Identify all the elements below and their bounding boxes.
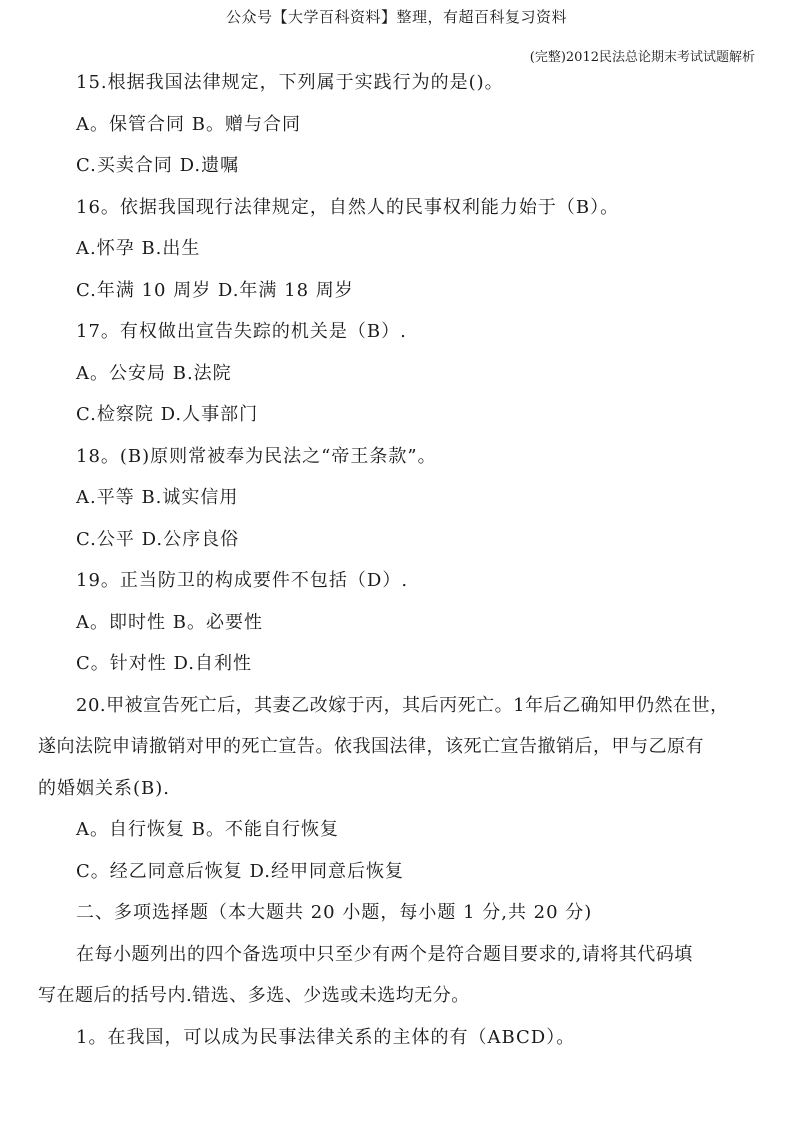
question-20-options-ab: A。自行恢复 B。不能自行恢复 [76,819,339,840]
question-15-options-ab: A。保管合同 B。赠与合同 [76,113,301,135]
section-2-heading: 二、多项选择题（本大题共 20 小题，每小题 1 分,共 20 分) [76,902,593,923]
question-20-line-2: 遂向法院申请撤销对甲的死亡宣告。依我国法律，该死亡宣告撤销后，甲与乙原有 [38,736,704,757]
question-15: 15.根据我国法律规定，下列属于实践行为的是()。 [76,72,504,93]
header-document-title: (完整)2012民法总论期末考试试题解析 [529,50,755,65]
section-2-instructions-line-1: 在每小题列出的四个备选项中只至少有两个是符合题目要求的,请将其代码填 [76,943,693,965]
question-16-options-ab: A.怀孕 B.出生 [76,238,201,259]
question-20-line-3: 的婚姻关系(B). [38,777,170,799]
document-body [38,62,758,1058]
question-17: 17。有权做出宣告失踪的机关是（B）. [76,321,407,342]
question-18-options-cd: C.公平 D.公序良俗 [76,528,240,550]
question-17-options-ab: A。公安局 B.法院 [76,362,232,384]
header-source-text: 公众号【大学百科资料】整理，有超百科复习资料 [225,8,567,26]
section-2-instructions-line-2: 写在题后的括号内.错选、多选、少选或未选均无分。 [38,985,470,1006]
question-16-options-cd: C.年满 10 周岁 D.年满 18 周岁 [76,279,354,301]
question-19-options-ab: A。即时性 B。必要性 [76,611,263,633]
question-17-options-cd: C.检察院 D.人事部门 [76,404,259,425]
question-20-line-1: 20.甲被宣告死亡后，其妻乙改嫁于丙，其后丙死亡。1年后乙确知甲仍然在世， [76,694,729,716]
question-19: 19。正当防卫的构成要件不包括（D）. [76,570,409,591]
multi-question-1: 1。在我国，可以成为民事法律关系的主体的有（ABCD）。 [76,1026,576,1048]
question-16: 16。依据我国现行法律规定，自然人的民事权利能力始于（B）。 [76,196,620,218]
question-18-options-ab: A.平等 B.诚实信用 [76,487,239,508]
question-20-options-cd: C。经乙同意后恢复 D.经甲同意后恢复 [76,860,405,882]
question-19-options-cd: C。针对性 D.自利性 [76,653,253,674]
question-15-options-cd: C.买卖合同 D.遗嘱 [76,155,240,176]
question-18: 18。(B)原则常被奉为民法之“帝王条款”。 [76,445,437,467]
